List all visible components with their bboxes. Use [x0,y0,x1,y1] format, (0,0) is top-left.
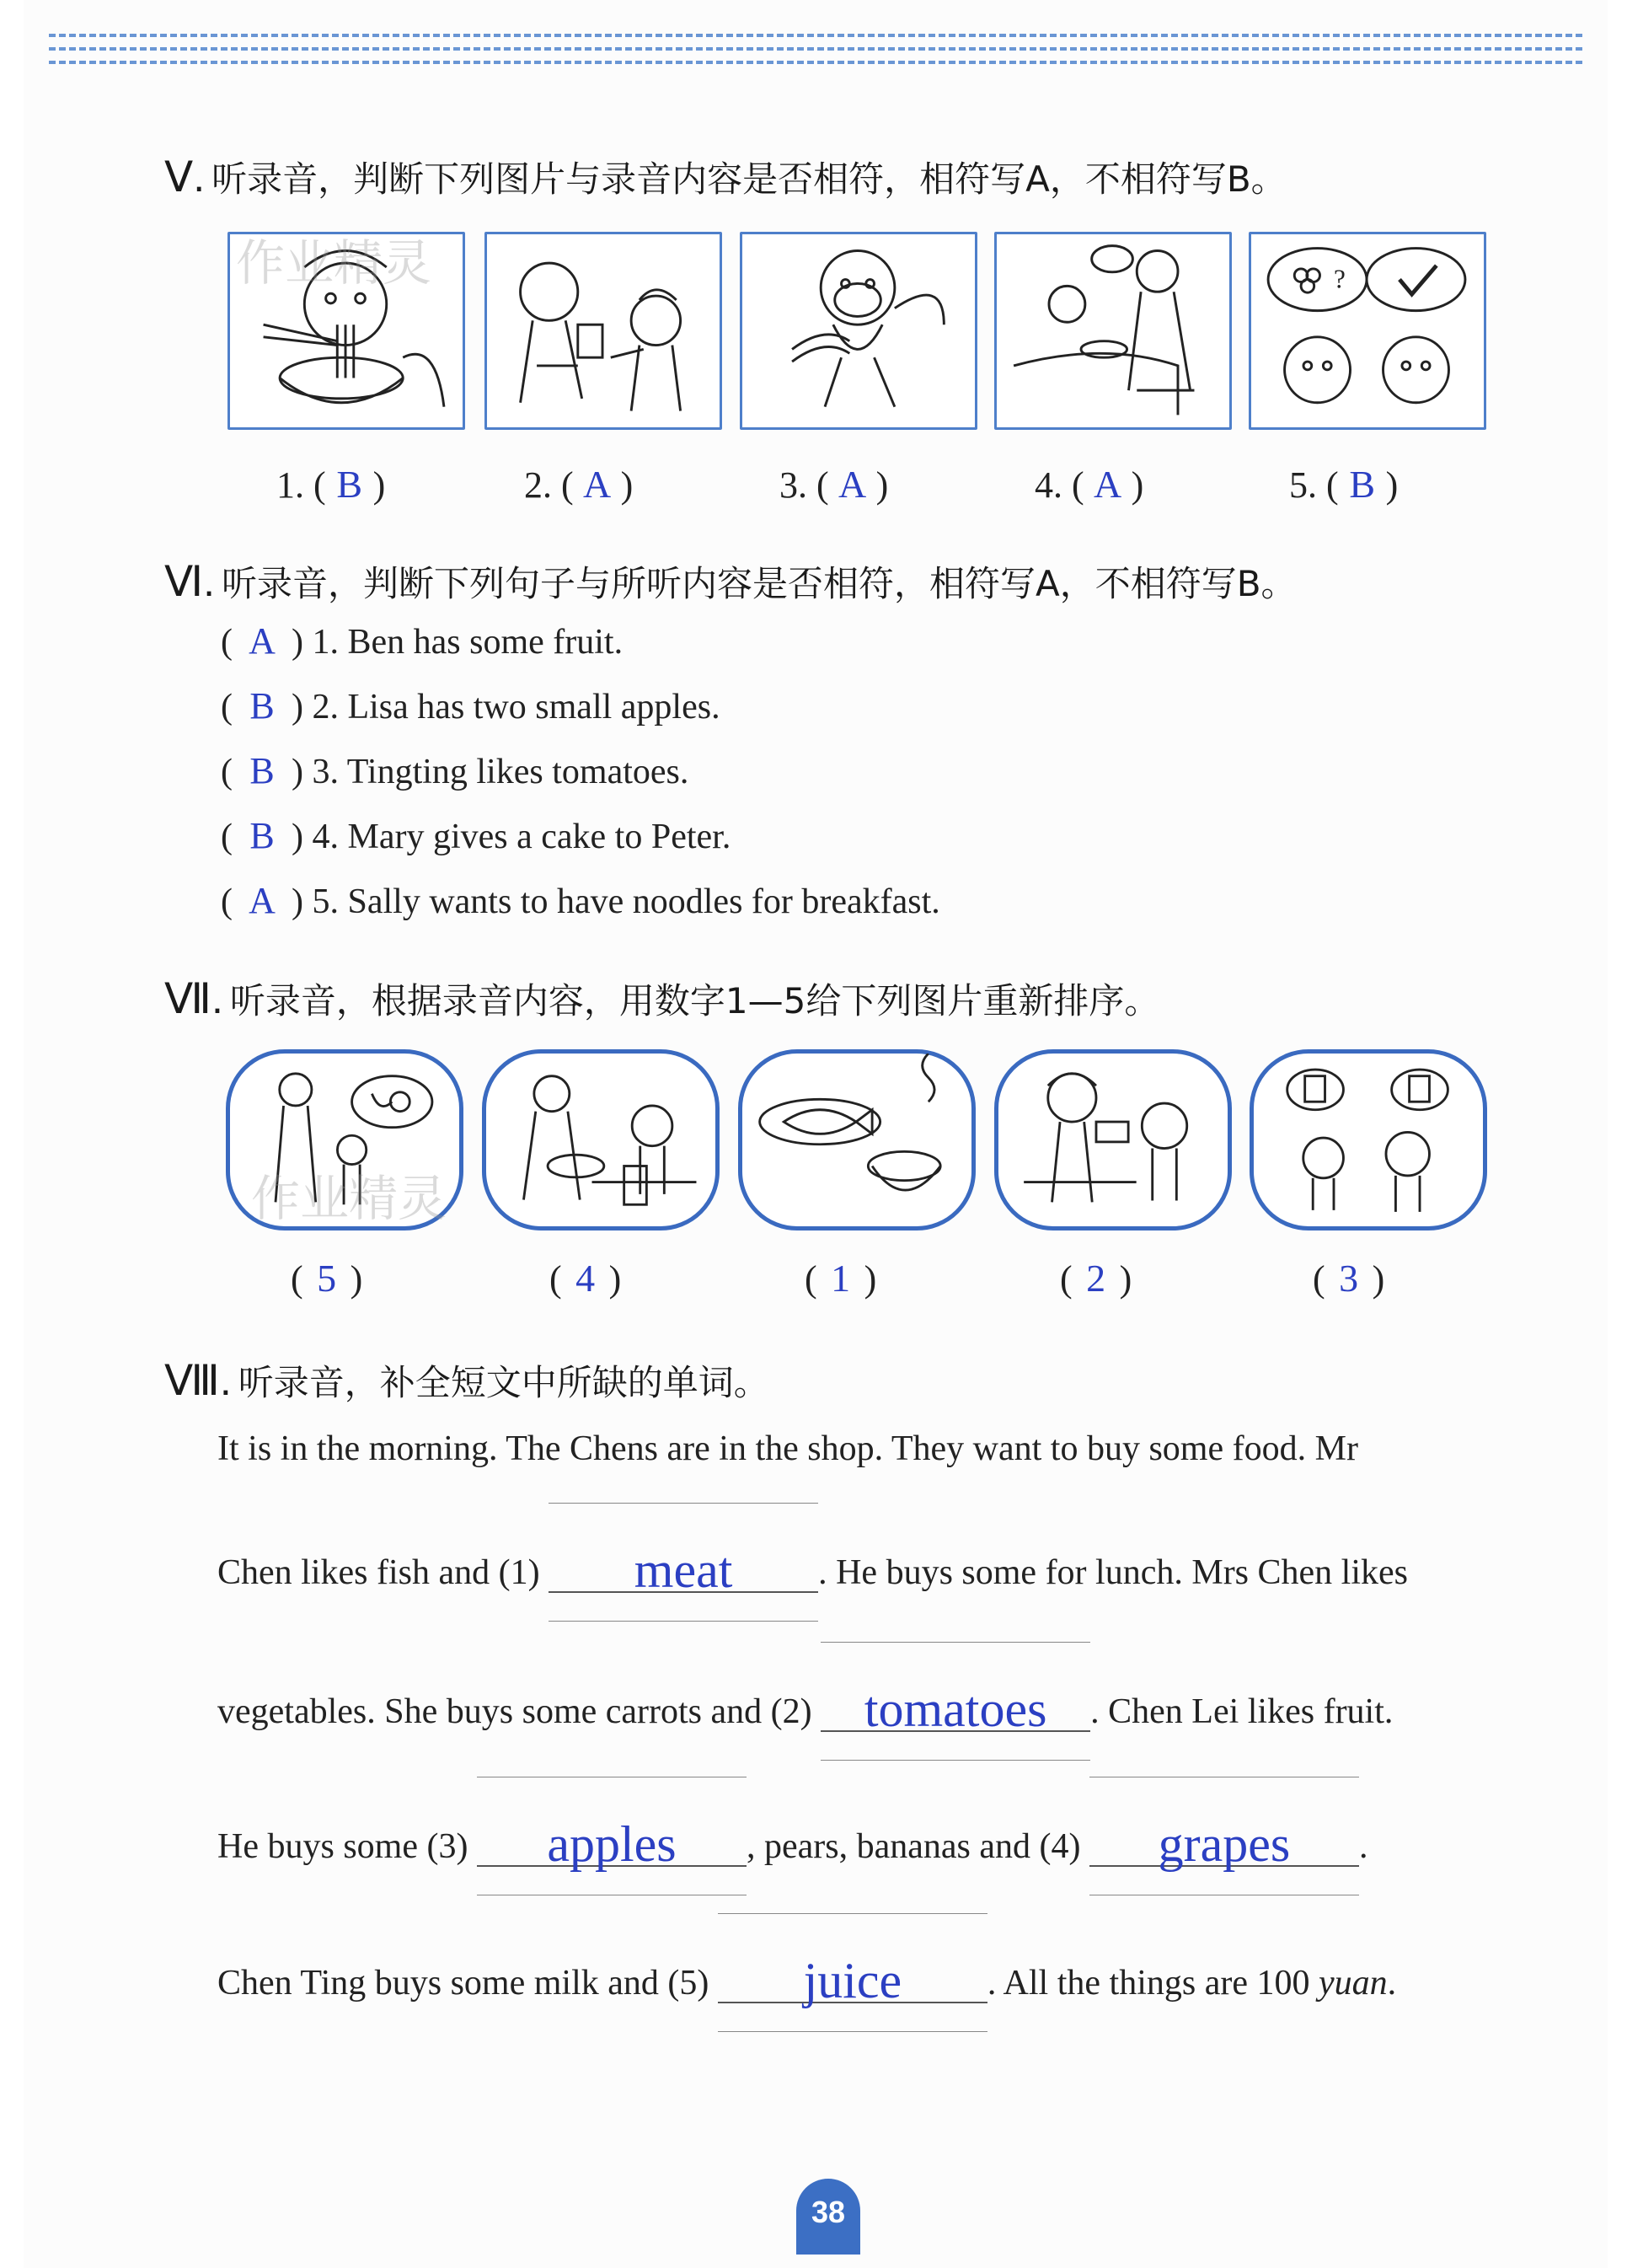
passage-line-4: He buys some (3) apples , pears, bananas and (4) grapes . [217,1812,1367,1870]
order-answer: ( 4 ) [549,1257,622,1300]
header-dash-line [49,34,1582,37]
girl-giving-cake-icon [994,1049,1232,1231]
watermark: 作业精灵 [236,234,432,292]
passage-line-3: vegetables. She buys some carrots and (2) tomatoes . Chen Lei likes fruit. [217,1677,1393,1735]
statement-row: ( A ) 5. Sally wants to have noodles for breakfast. [221,880,940,921]
statement-row: ( B ) 2. Lisa has two small apples. [221,685,720,727]
mother-bread-milk-icon [482,1049,720,1231]
statement-row: ( B ) 3. Tingting likes tomatoes. [221,750,689,791]
page-number: 38 [796,2179,860,2255]
passage-line-2: Chen likes fish and (1) meat . He buys some for lunch. Mrs Chen likes [217,1538,1408,1596]
header-dash-line [49,61,1582,64]
section-5-title: Ⅴ. 听录音，判断下列图片与录音内容是否相符，相符写A，不相符写B。 [164,153,1287,201]
blank-2[interactable]: tomatoes [821,1677,1090,1735]
section-6-title: Ⅵ. 听录音，判断下列句子与所听内容是否相符，相符写A，不相符写B。 [164,558,1297,605]
blank-4[interactable]: grapes [1089,1812,1359,1870]
pic-answer: 2. ( A ) [524,463,634,506]
monkey-with-bananas-icon [740,232,977,430]
section-7-title: Ⅶ. 听录音，根据录音内容，用数字1—5给下列图片重新排序。 [164,975,1160,1022]
statement-row: ( B ) 4. Mary gives a cake to Peter. [221,815,731,856]
watermark: 作业精灵 [251,1170,447,1227]
passage-line-1: It is in the morning. The Chens are in the shop. They want to buy some food. Mr [217,1429,1358,1468]
pic-answer: 3. ( A ) [779,463,889,506]
blank-5[interactable]: juice [718,1949,987,2007]
header-dash-line [49,47,1582,51]
pic-answer: 4. ( A ) [1035,463,1144,506]
order-answer: ( 3 ) [1313,1257,1385,1300]
children-thinking-milk-icon [1250,1049,1487,1231]
section-8-title: Ⅷ. 听录音，补全短文中所缺的单词。 [164,1357,769,1404]
order-answer: ( 2 ) [1060,1257,1132,1300]
boy-giving-milk-icon [484,232,722,430]
passage-line-5: Chen Ting buys some milk and (5) juice . All the things are 100 yuan. [217,1949,1396,2007]
statement-row: ( A ) 1. Ben has some fruit. [221,620,624,662]
blank-1[interactable]: meat [549,1538,818,1596]
svg-text:?: ? [1334,264,1346,294]
pic-answer: 1. ( B ) [276,463,386,506]
grapes-question-icon [1249,232,1486,430]
mother-serving-bread-icon [994,232,1232,430]
order-answer: ( 1 ) [805,1257,877,1300]
blank-3[interactable]: apples [477,1812,747,1870]
fish-and-rice-icon [738,1049,976,1231]
pic-answer: 5. ( B ) [1289,463,1399,506]
order-answer: ( 5 ) [291,1257,363,1300]
